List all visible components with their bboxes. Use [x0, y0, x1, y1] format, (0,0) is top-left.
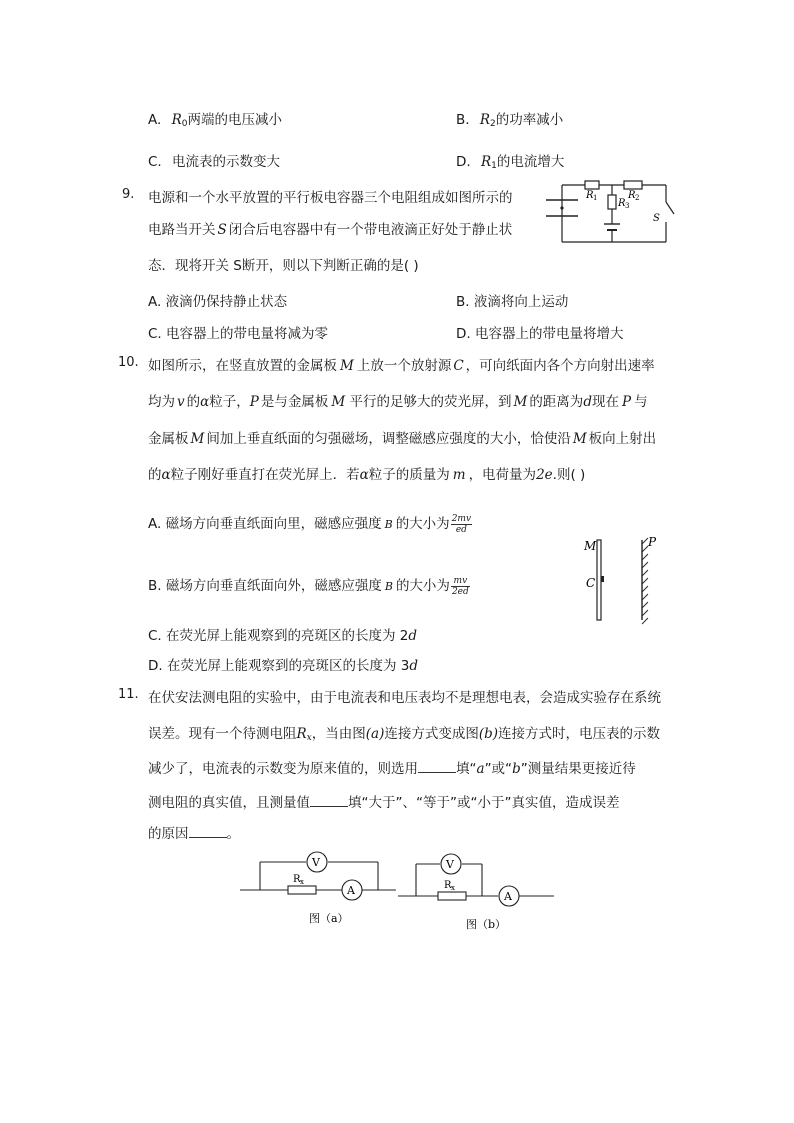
q8-option-c: C. 电流表的示数变大 [148, 154, 281, 170]
resistor-rx-b [438, 892, 466, 900]
label-r1: R [586, 190, 594, 201]
caption-figure-b: 图（b） [466, 918, 507, 931]
metal-plate-m [597, 540, 601, 620]
charged-droplet [560, 206, 563, 209]
q10-option-d: D. 在荧光屏上能观察到的亮斑区的长度为 3d [148, 658, 419, 674]
label-p: P [648, 535, 657, 549]
q10-option-a: A. 磁场方向垂直纸面向里，磁感应强度 B 的大小为 $\frac{2mv}{ed}$ [148, 513, 472, 535]
fraction-mv-over-2ed: $\frac{mv}{2ed}$ [451, 575, 469, 597]
q9-line-1: 电源和一个水平放置的平行板电容器三个电阻组成如图所示的 [148, 190, 513, 206]
q11-number: 11. [118, 687, 139, 702]
svg-text:3: 3 [625, 202, 630, 210]
svg-text:A: A [347, 884, 355, 897]
label-m: M [584, 539, 597, 553]
resistor-r2 [624, 181, 642, 189]
resistor-r1 [585, 181, 599, 189]
q10-line-4: 的α粒子刚好垂直打在荧光屏上．若α粒子的质量为 m ，电荷量为2e.则( ) [148, 467, 586, 483]
q8-option-a: A. $R_0$两端的电压减小 [148, 112, 282, 129]
q8-option-d: D. $R_1$的电流增大 [456, 154, 565, 171]
q10-option-c: C. 在荧光屏上能观察到的亮斑区的长度为 2d [148, 628, 418, 644]
label-r2: R [628, 190, 636, 201]
svg-text:R: R [293, 874, 301, 885]
q11-circuit-b [398, 850, 556, 936]
svg-text:x: x [300, 878, 304, 886]
caption-figure-a: 图（a） [309, 912, 349, 925]
svg-text:1: 1 [593, 194, 598, 202]
svg-text:A: A [504, 890, 512, 903]
svg-text:V: V [312, 856, 320, 869]
q9-option-c: C. 电容器上的带电量将减为零 [148, 326, 329, 342]
q9-number: 9. [122, 187, 135, 202]
svg-text:V: V [446, 858, 454, 871]
q10-line-1: 如图所示，在竖直放置的金属板 M 上放一个放射源 C ，可向纸面内各个方向射出速率 [148, 358, 655, 374]
q8-option-b: B. $R_2$的功率减小 [456, 112, 564, 129]
q11-line-2: 误差。现有一个待测电阻$R_x$，当由图(a)连接方式变成图(b)连接方式时，电压表的示数 [148, 726, 661, 743]
q9-option-d: D. 电容器上的带电量将增大 [456, 326, 624, 342]
answer-blank-2[interactable] [310, 794, 348, 807]
answer-blank-3[interactable] [189, 825, 227, 838]
q10-line-3: 金属板 M 间加上垂直纸面的匀强磁场，调整磁感应强度的大小，恰使沿 M 板向上射出 [148, 431, 657, 447]
label-switch: S [653, 213, 660, 224]
q11-line-5: 的原因 。 [148, 826, 240, 842]
q10-number: 10. [118, 355, 139, 370]
label-c: C [586, 576, 596, 590]
q9-circuit-diagram [540, 178, 676, 250]
svg-text:R: R [444, 880, 452, 891]
q11-circuit-a [240, 850, 396, 932]
q11-line-1: 在伏安法测电阻的实验中，由于电流表和电压表均不是理想电表，会造成实验存在系统 [148, 690, 661, 706]
svg-text:x: x [451, 884, 455, 892]
q9-line-2: 电路当开关 S 闭合后电容器中有一个带电液滴正好处于静止状 [148, 222, 513, 238]
fraction-2mv-over-ed: $\frac{2mv}{ed}$ [451, 513, 472, 535]
q10-option-b: B. 磁场方向垂直纸面向外，磁感应强度 B 的大小为 $\frac{mv}{2ed}$ [148, 575, 469, 597]
switch-s [666, 202, 674, 214]
resistor-r3 [608, 195, 616, 209]
source-c [601, 576, 604, 582]
q9-option-a: A. 液滴仍保持静止状态 [148, 294, 288, 310]
q9-line-3: 态．现将开关 S断开，则以下判断正确的是( ) [148, 258, 419, 274]
q11-line-4: 测电阻的真实值，且测量值 填“大于”、“等于”或“小于”真实值，造成误差 [148, 795, 620, 811]
screen-hatching [642, 538, 648, 624]
q10-plate-screen-diagram [580, 532, 670, 628]
q11-line-3: 减少了，电流表的示数变为原来值的，则选用 填“a”或“b”测量结果更接近待 [148, 761, 636, 777]
svg-text:2: 2 [635, 194, 640, 202]
q10-line-2: 均为 v 的α粒子，P 是与金属板 M 平行的足够大的荧光屏，到 M 的距离为d现在 P 与 [148, 394, 648, 410]
resistor-rx-a [288, 886, 316, 894]
label-r3: R [618, 198, 626, 209]
answer-blank-1[interactable] [418, 760, 456, 773]
q9-option-b: B. 液滴将向上运动 [456, 294, 569, 310]
